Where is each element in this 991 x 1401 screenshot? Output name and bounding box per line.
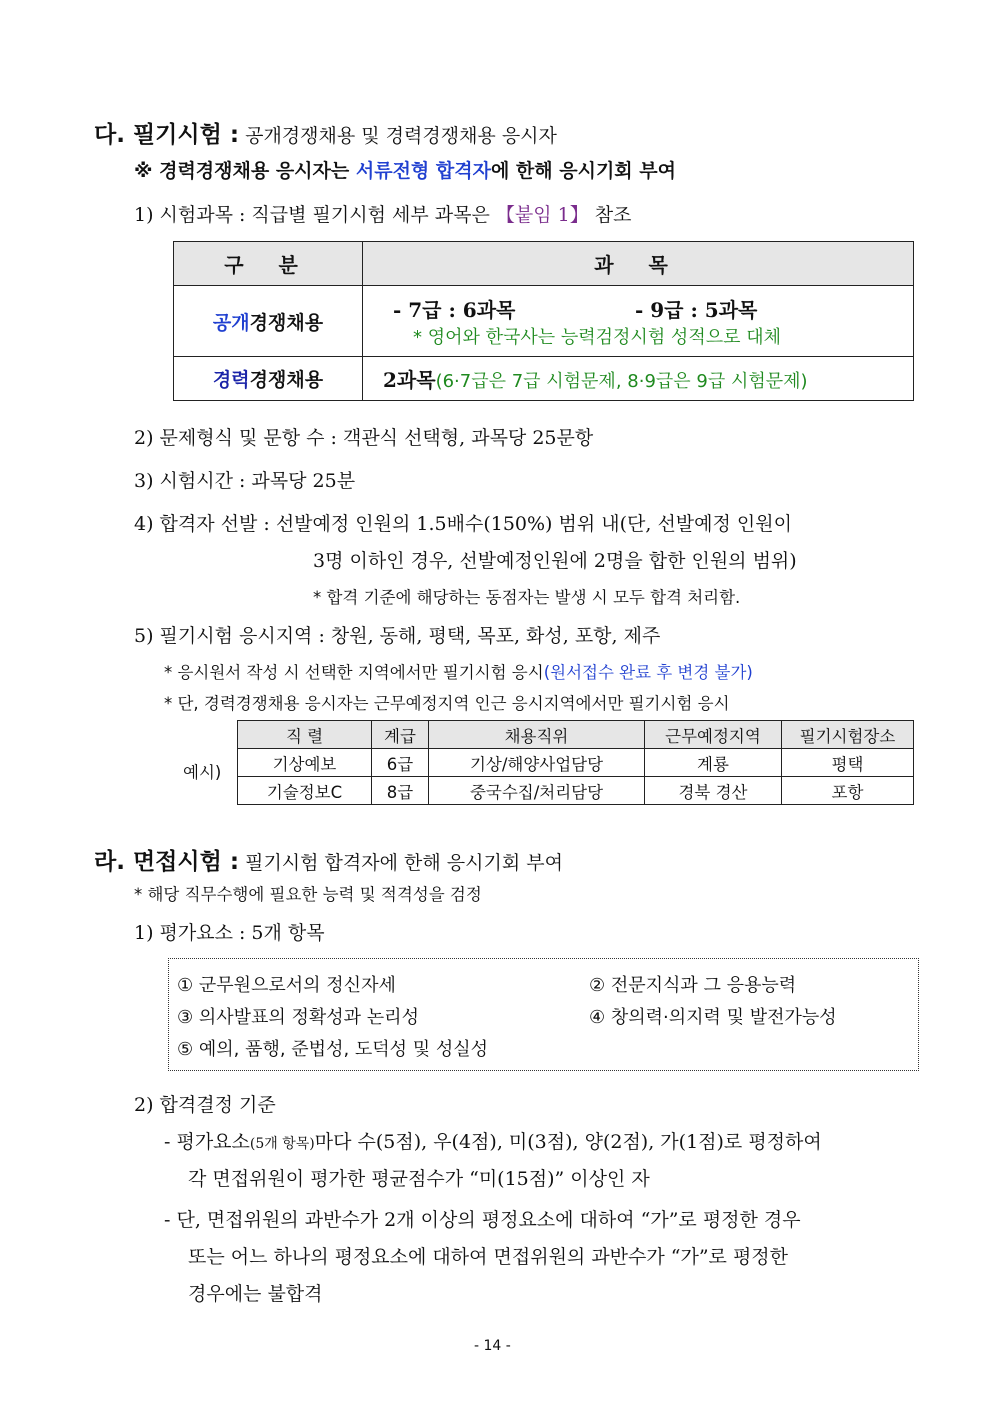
factor-item: ② 전문지식과 그 응용능력 (589, 975, 797, 996)
item1-prefix: 1) 시험과목 : 직급별 필기시험 세부 과목은 (134, 204, 496, 226)
example-cell: 기술정보C (238, 777, 372, 805)
criteria-2-line1: - 단, 면접위원의 과반수가 2개 이상의 평정요소에 대하여 “가”로 평정한 경우 (164, 1209, 801, 1231)
item-2-format: 2) 문제형식 및 문항 수 : 객관식 선택형, 과목당 25문항 (134, 427, 594, 449)
section-da-subtitle: 공개경쟁채용 및 경력경쟁채용 응시자 (245, 125, 557, 147)
example-table (237, 720, 914, 805)
example-header-position: 채용직위 (429, 721, 645, 749)
subject-row-career-content (363, 357, 914, 401)
criteria-1-line1 (164, 1127, 822, 1154)
item-5-note1 (164, 659, 753, 683)
note-highlight: 서류전형 합격자 (355, 160, 491, 182)
open-note: * 영어와 한국사는 능력검정시험 성적으로 대체 (413, 327, 781, 348)
open-grade7: - 7급 : 6과목 (393, 298, 516, 322)
section-da-title: 다. 필기시험 : (94, 122, 240, 148)
item-4-line1: 4) 합격자 선발 : 선발예정 인원의 1.5배수(150%) 범위 내(단, 선발예정 인원이 (134, 513, 792, 535)
item5-note1-prefix: * 응시원서 작성 시 선택한 지역에서만 필기시험 응시 (164, 663, 544, 682)
career-note: (6·7급은 7급 시험문제, 8·9급은 9급 시험문제) (435, 371, 808, 392)
factor-item: ① 군무원으로서의 정신자세 (177, 975, 396, 996)
open-grade9: - 9급 : 5과목 (635, 298, 758, 322)
page-number: - 14 - (474, 1338, 511, 1354)
subject-row-open-label (174, 286, 363, 357)
crit1-b: 마다 수(5점), 우(4점), 미(3점), 양(2점), 가(1점)로 평정하여 (314, 1131, 822, 1153)
crit1-small: (5개 항목) (249, 1136, 315, 1152)
example-header-series: 직 렬 (238, 721, 372, 749)
example-cell: 계룡 (645, 749, 782, 777)
example-header-exam-site: 필기시험장소 (782, 721, 914, 749)
section-ra-heading (94, 843, 563, 876)
subject-header-category: 구 분 (174, 242, 363, 286)
example-row (238, 777, 914, 805)
ra-item-1: 1) 평가요소 : 5개 항목 (134, 922, 325, 944)
career-label-rest: 경쟁채용 (249, 369, 324, 391)
career-label-colored: 경력 (212, 369, 250, 391)
example-cell: 평택 (782, 749, 914, 777)
item-4-line2: 3명 이하인 경우, 선발예정인원에 2명을 합한 인원의 범위) (313, 550, 797, 572)
item5-note1-colored: (원서접수 완료 후 변경 불가) (543, 663, 753, 682)
section-da-note (134, 156, 676, 183)
example-cell: 중국수집/처리담당 (429, 777, 645, 805)
section-ra-title: 라. 면접시험 : (94, 849, 240, 875)
subject-row-open-content (363, 286, 914, 357)
example-cell: 8급 (372, 777, 429, 805)
example-cell: 포항 (782, 777, 914, 805)
item-3-time: 3) 시험시간 : 과목당 25분 (134, 470, 356, 492)
section-ra-note: * 해당 직무수행에 필요한 능력 및 적격성을 검정 (134, 885, 482, 904)
criteria-2-line3: 경우에는 불합격 (188, 1283, 323, 1305)
item1-suffix: 참조 (588, 204, 632, 226)
example-cell: 6급 (372, 749, 429, 777)
example-cell: 기상예보 (238, 749, 372, 777)
subject-table (173, 241, 914, 401)
subject-header-subject: 과 목 (363, 242, 914, 286)
criteria-1-line2: 각 면접위원이 평가한 평균점수가 “미(15점)” 이상인 자 (188, 1168, 650, 1190)
crit1-a: - 평가요소 (164, 1131, 250, 1153)
item1-ref: 【붙임 1】 (495, 204, 589, 226)
item-4-note: * 합격 기준에 해당하는 동점자는 발생 시 모두 합격 처리함. (313, 588, 741, 607)
factor-item: ⑤ 예의, 품행, 준법성, 도덕성 및 성실성 (177, 1039, 489, 1060)
section-ra-subtitle: 필기시험 합격자에 한해 응시기회 부여 (245, 852, 563, 874)
ra-item-2: 2) 합격결정 기준 (134, 1094, 276, 1116)
example-cell: 기상/해양사업담당 (429, 749, 645, 777)
example-row (238, 749, 914, 777)
factor-item: ④ 창의력·의지력 및 발전가능성 (589, 1007, 837, 1028)
example-cell: 경북 경산 (645, 777, 782, 805)
section-da-heading (94, 116, 557, 149)
note-suffix: 에 한해 응시기회 부여 (490, 160, 676, 182)
item-5-regions: 5) 필기시험 응시지역 : 창원, 동해, 평택, 목포, 화성, 포항, 제주 (134, 625, 661, 647)
career-subjects: 2과목 (383, 368, 436, 392)
subject-row-career-label (174, 357, 363, 401)
example-header-region: 근무예정지역 (645, 721, 782, 749)
criteria-2-line2: 또는 어느 하나의 평정요소에 대하여 면접위원의 과반수가 “가”로 평정한 (188, 1246, 789, 1268)
evaluation-factors-box (168, 958, 919, 1071)
item-1-subjects (134, 200, 631, 227)
item-5-note2: * 단, 경력경쟁채용 응시자는 근무예정지역 인근 응시지역에서만 필기시험 응시 (164, 694, 730, 713)
example-header-grade: 계급 (372, 721, 429, 749)
open-label-rest: 경쟁채용 (249, 311, 324, 334)
example-label: 예시) (183, 763, 222, 782)
note-prefix: ※ 경력경쟁채용 응시자는 (134, 160, 356, 182)
open-label-colored: 공개 (212, 311, 250, 334)
factor-item: ③ 의사발표의 정확성과 논리성 (177, 1007, 419, 1028)
